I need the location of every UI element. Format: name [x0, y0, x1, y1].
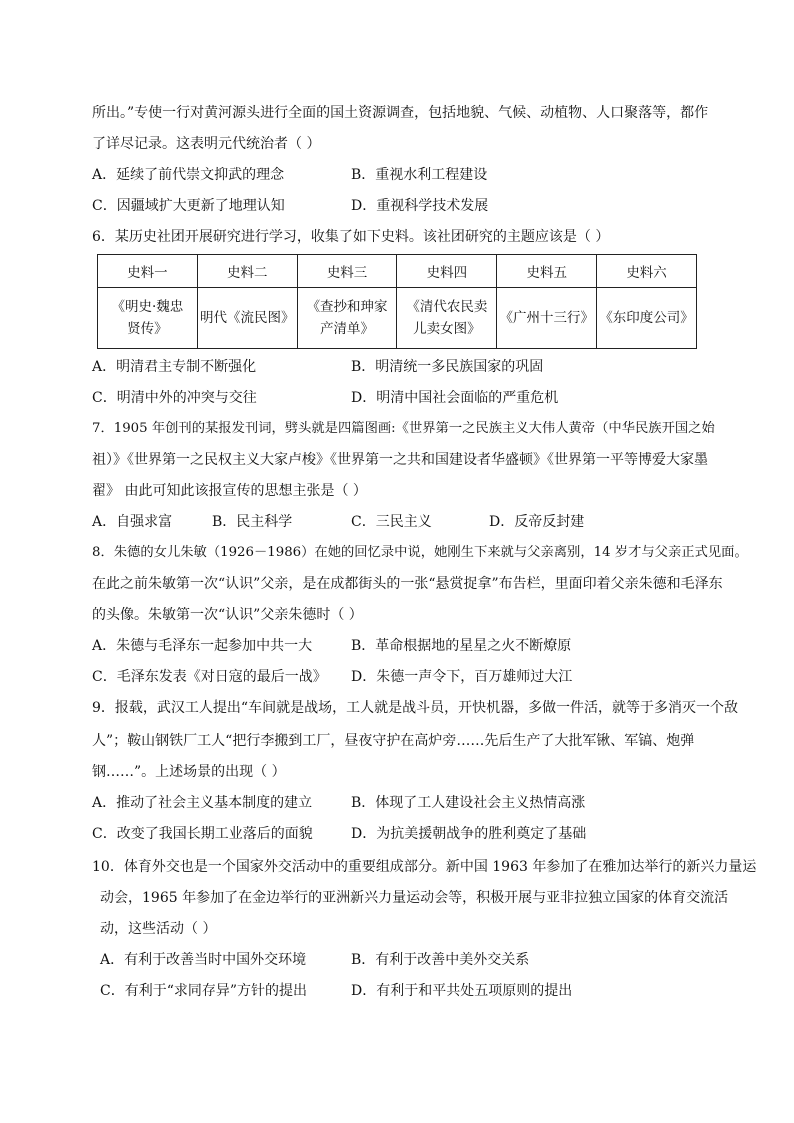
q9-option-b[interactable]: B．体现了工人建设社会主义热情高涨: [351, 795, 586, 811]
table-header-cell: 史料五: [497, 255, 597, 288]
q7-stem-line-2: 祖）》《世界第一之民权主义大家卢梭》《世界第一之共和国建设者华盛顿》《世界第一平等博爱大家墨: [92, 452, 708, 468]
cell-line: 贤传》: [127, 321, 168, 337]
table-cell: [397, 288, 497, 349]
q7-stem-line-1: 7．1905 年创刊的某报发刊词，劈头就是四篇图画:《世界第一之民族主义大伟人黄帝（中华民族开国之始: [92, 421, 715, 436]
q9-option-a[interactable]: A．推动了社会主义基本制度的建立: [92, 795, 313, 811]
cell-line: 《明史·魏忠: [111, 299, 184, 315]
table-header-cell: 史料六: [597, 255, 697, 288]
q9-stem-line-3: 钢……”。上述场景的出现（ ）: [92, 764, 286, 780]
q9-option-d[interactable]: D．为抗美援朝战争的胜利奠定了基础: [351, 826, 587, 842]
q8-stem-line-3: 的头像。朱敏第一次“认识”父亲朱德时（ ）: [92, 607, 363, 623]
cell-line: 《清代农民卖: [406, 299, 488, 315]
q6-option-d[interactable]: D．明清中国社会面临的严重危机: [351, 390, 559, 406]
q8-stem-line-2: 在此之前朱敏第一次“认识”父亲，是在成都街头的一张“悬赏捉拿”布告栏，里面印着父亲朱德和毛泽东: [92, 576, 723, 592]
q10-stem-line-2: 动会，1965 年参加了在金边举行的亚洲新兴力量运动会等，积极开展与亚非拉独立国家的体育交流活: [100, 890, 729, 906]
cell-line: 儿卖女图》: [413, 321, 481, 337]
q8-option-c[interactable]: C．毛泽东发表《对日寇的最后一战》: [92, 669, 327, 685]
table-header-cell: 史料一: [98, 255, 198, 288]
table-cell: [197, 288, 297, 349]
q8-option-d[interactable]: D．朱德一声令下，百万雄师过大江: [351, 669, 573, 685]
cell-line: 明代《流民图》: [199, 310, 295, 326]
cell-line: 《查抄和珅家: [306, 299, 388, 315]
table-header-cell: 史料三: [297, 255, 397, 288]
table-header-cell: 史料四: [397, 255, 497, 288]
q9-stem-line-2: 人”；鞍山钢铁厂工人“把行李搬到工厂，昼夜守护在高炉旁……先后生产了大批军锹、军镐、炮弹: [92, 733, 695, 749]
q7-option-b[interactable]: B．民主科学: [212, 514, 293, 530]
q9-stem-line-1: 9．报载，武汉工人提出“车间就是战场，工人就是战斗员，开快机器，多做一件活，就等于多消灭一个敌: [92, 700, 739, 716]
q6-option-a[interactable]: A．明清君主专制不断强化: [92, 359, 257, 375]
table-header-cell: 史料二: [197, 255, 297, 288]
table-header-row: [98, 255, 697, 288]
q5-option-b[interactable]: B．重视水利工程建设: [351, 167, 488, 183]
source-materials-table: [97, 254, 697, 349]
q5-stem-line-2: 了详尽记录。这表明元代统治者（ ）: [92, 136, 321, 152]
q6-stem: 6．某历史社团开展研究进行学习，收集了如下史料。该社团研究的主题应该是（ ）: [92, 229, 610, 245]
q9-option-c[interactable]: C．改变了我国长期工业落后的面貌: [92, 826, 313, 842]
q5-option-d[interactable]: D．重视科学技术发展: [351, 198, 489, 214]
q5-option-c[interactable]: C．因疆域扩大更新了地理认知: [92, 198, 285, 214]
table-row: [98, 288, 697, 349]
q10-option-c[interactable]: C．有利于“求同存异”方针的提出: [100, 983, 308, 999]
q6-option-b[interactable]: B．明清统一多民族国家的巩固: [351, 359, 544, 375]
q10-option-b[interactable]: B．有利于改善中美外交关系: [351, 952, 530, 968]
table-cell: [597, 288, 697, 349]
cell-line: 《东印度公司》: [599, 310, 694, 326]
q6-option-c[interactable]: C．明清中外的冲突与交往: [92, 390, 257, 406]
table-cell: [98, 288, 198, 349]
q7-option-c[interactable]: C．三民主义: [351, 514, 432, 530]
q5-stem-line-1: 所出。”专使一行对黄河源头进行全面的国土资源调查，包括地貌、气候、动植物、人口聚落等，都作: [92, 105, 709, 121]
q10-stem-line-1: 10．体育外交也是一个国家外交活动中的重要组成部分。新中国 1963 年参加了在雅加达举行的新兴力量运: [92, 859, 757, 875]
q7-option-d[interactable]: D．反帝反封建: [489, 514, 585, 530]
q8-option-a[interactable]: A．朱德与毛泽东一起参加中共一大: [92, 638, 313, 654]
q8-option-b[interactable]: B．革命根据地的星星之火不断燎原: [351, 638, 572, 654]
q10-option-d[interactable]: D．有利于和平共处五项原则的提出: [351, 983, 573, 999]
q10-stem-line-3: 动，这些活动（ ）: [100, 921, 217, 937]
cell-line: 产清单》: [320, 321, 375, 337]
q7-option-a[interactable]: A．自强求富: [92, 514, 173, 530]
q8-stem-line-1: 8．朱德的女儿朱敏（1926－1986）在她的回忆录中说，她刚生下来就与父亲离别，14 岁才与父亲正式见面。: [92, 545, 748, 560]
table-cell: [497, 288, 597, 349]
cell-line: 《广州十三行》: [499, 310, 594, 326]
q7-stem-line-3: 翟》 由此可知此该报宣传的思想主张是（ ）: [92, 483, 367, 499]
q10-option-a[interactable]: A．有利于改善当时中国外交环境: [100, 952, 307, 968]
table-cell: [297, 288, 397, 349]
q5-option-a[interactable]: A．延续了前代崇文抑武的理念: [92, 167, 285, 183]
